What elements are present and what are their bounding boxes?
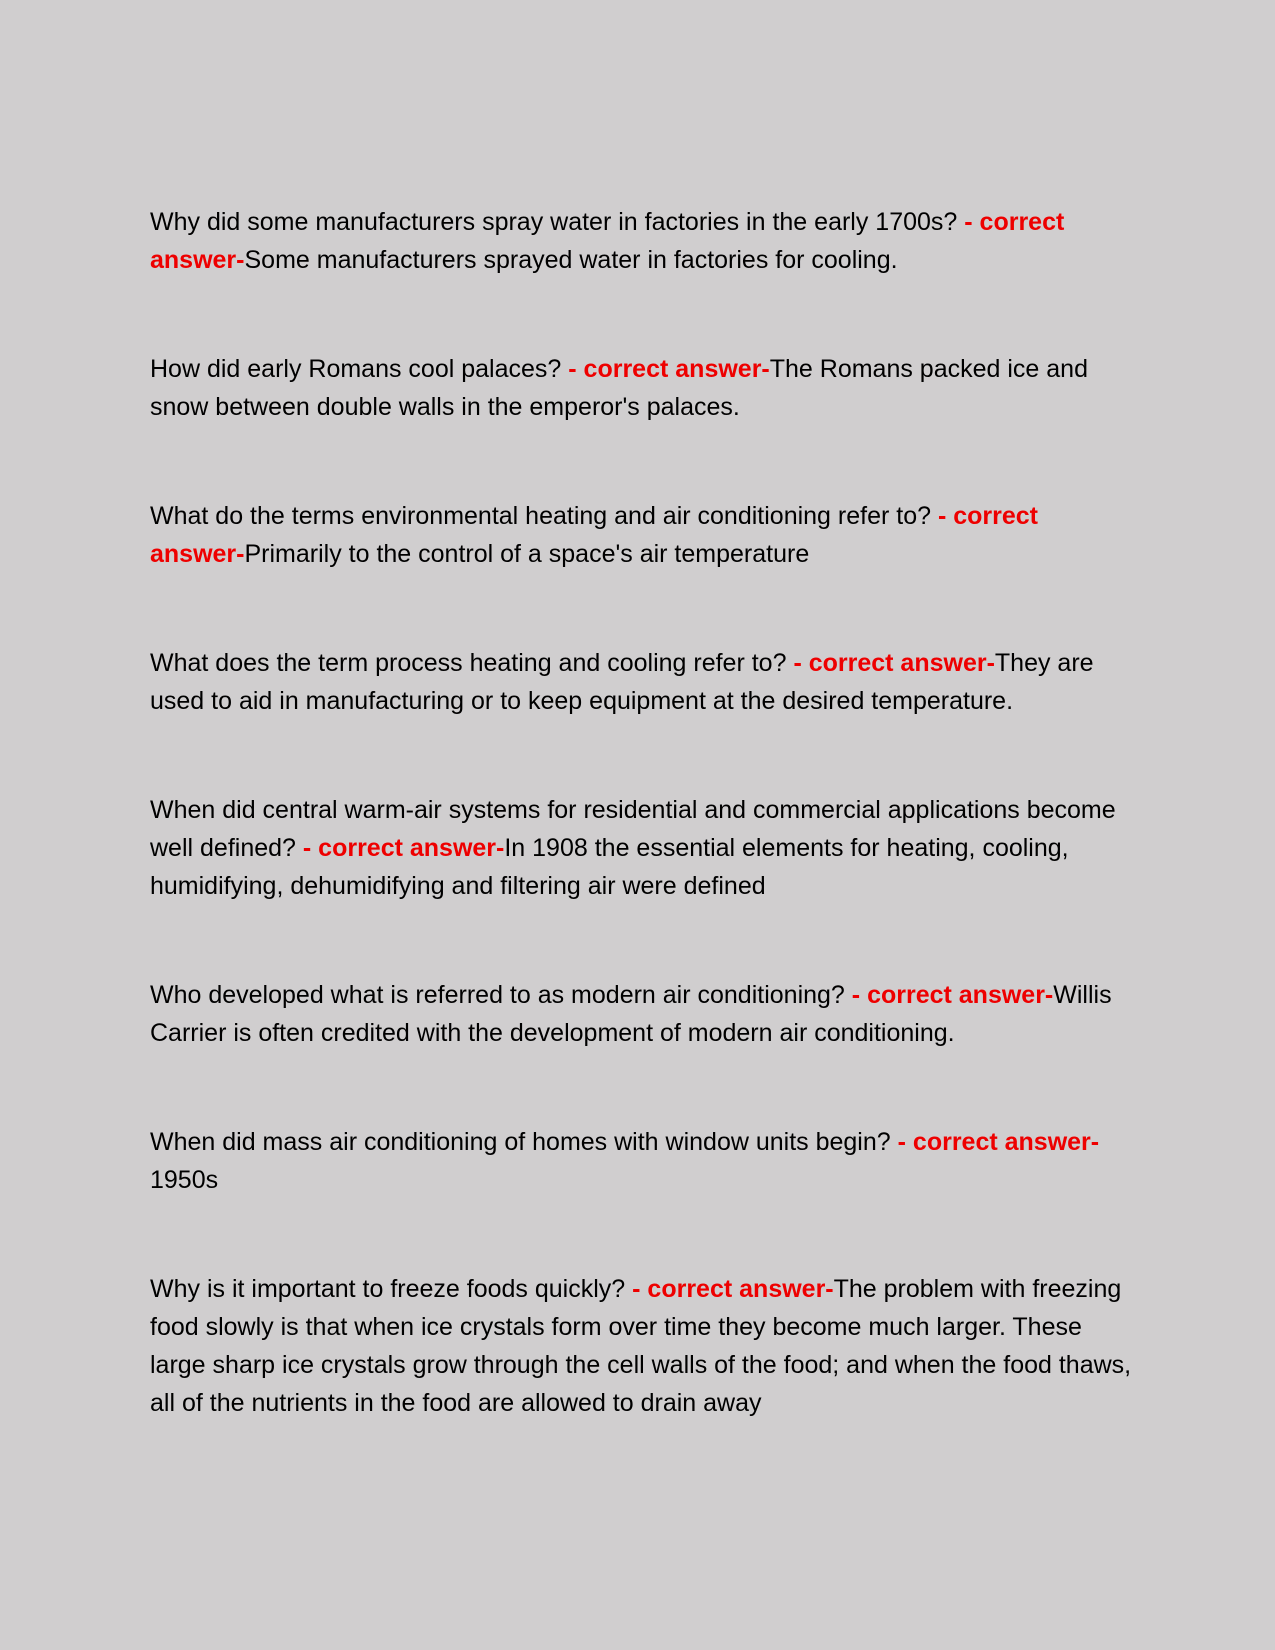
answer-text: They are used to aid in manufacturing or to keep equipment at the desired temperature. <box>150 649 1094 715</box>
question-text: Why is it important to freeze foods quickly? <box>150 1275 626 1303</box>
qa-item <box>150 497 1132 573</box>
answer-text: 1950s <box>150 1166 219 1194</box>
answer-text: The problem with freezing food slowly is that when ice crystals form over time they become much larger. These large sharp ice crystals grow through the cell walls of the food; and when the food thaws, all of the nutrients in the food are allowed to drain away <box>150 1275 1132 1417</box>
answer-text: Some manufacturers sprayed water in factories for cooling. <box>244 246 898 274</box>
answer-text: The Romans packed ice and snow between double walls in the emperor's palaces. <box>150 355 1088 421</box>
correct-answer-marker: - correct answer- <box>150 502 1039 568</box>
answer-text: In 1908 the essential elements for heating, cooling, humidifying, dehumidifying and filtering air were defined <box>150 834 1069 900</box>
qa-item <box>150 976 1132 1052</box>
qa-item <box>150 350 1132 426</box>
correct-answer-marker: - correct answer- <box>793 649 995 677</box>
answer-text: Willis Carrier is often credited with the development of modern air conditioning. <box>150 981 1112 1047</box>
qa-item <box>150 791 1132 905</box>
question-text: What does the term process heating and cooling refer to? <box>150 649 787 677</box>
answer-text: Primarily to the control of a space's air temperature <box>244 540 810 568</box>
question-text: When did central warm-air systems for residential and commercial applications become well defined? <box>150 796 1116 862</box>
correct-answer-marker: - correct answer- <box>632 1275 834 1303</box>
qa-item <box>150 203 1132 279</box>
correct-answer-marker: - correct answer- <box>897 1128 1100 1156</box>
question-text: Why did some manufacturers spray water in factories in the early 1700s? <box>150 208 958 236</box>
question-text: How did early Romans cool palaces? <box>150 355 562 383</box>
question-text: When did mass air conditioning of homes with window units begin? <box>150 1128 891 1156</box>
correct-answer-marker: - correct answer- <box>150 208 1065 274</box>
correct-answer-marker: - correct answer- <box>302 834 505 862</box>
qa-item <box>150 1123 1132 1199</box>
correct-answer-marker: - correct answer- <box>568 355 770 383</box>
qa-item <box>150 644 1132 720</box>
question-text: Who developed what is referred to as modern air conditioning? <box>150 981 845 1009</box>
correct-answer-marker: - correct answer- <box>851 981 1054 1009</box>
qa-item <box>150 1270 1132 1422</box>
document-page <box>150 203 1132 1493</box>
question-text: What do the terms environmental heating and air conditioning refer to? <box>150 502 932 530</box>
